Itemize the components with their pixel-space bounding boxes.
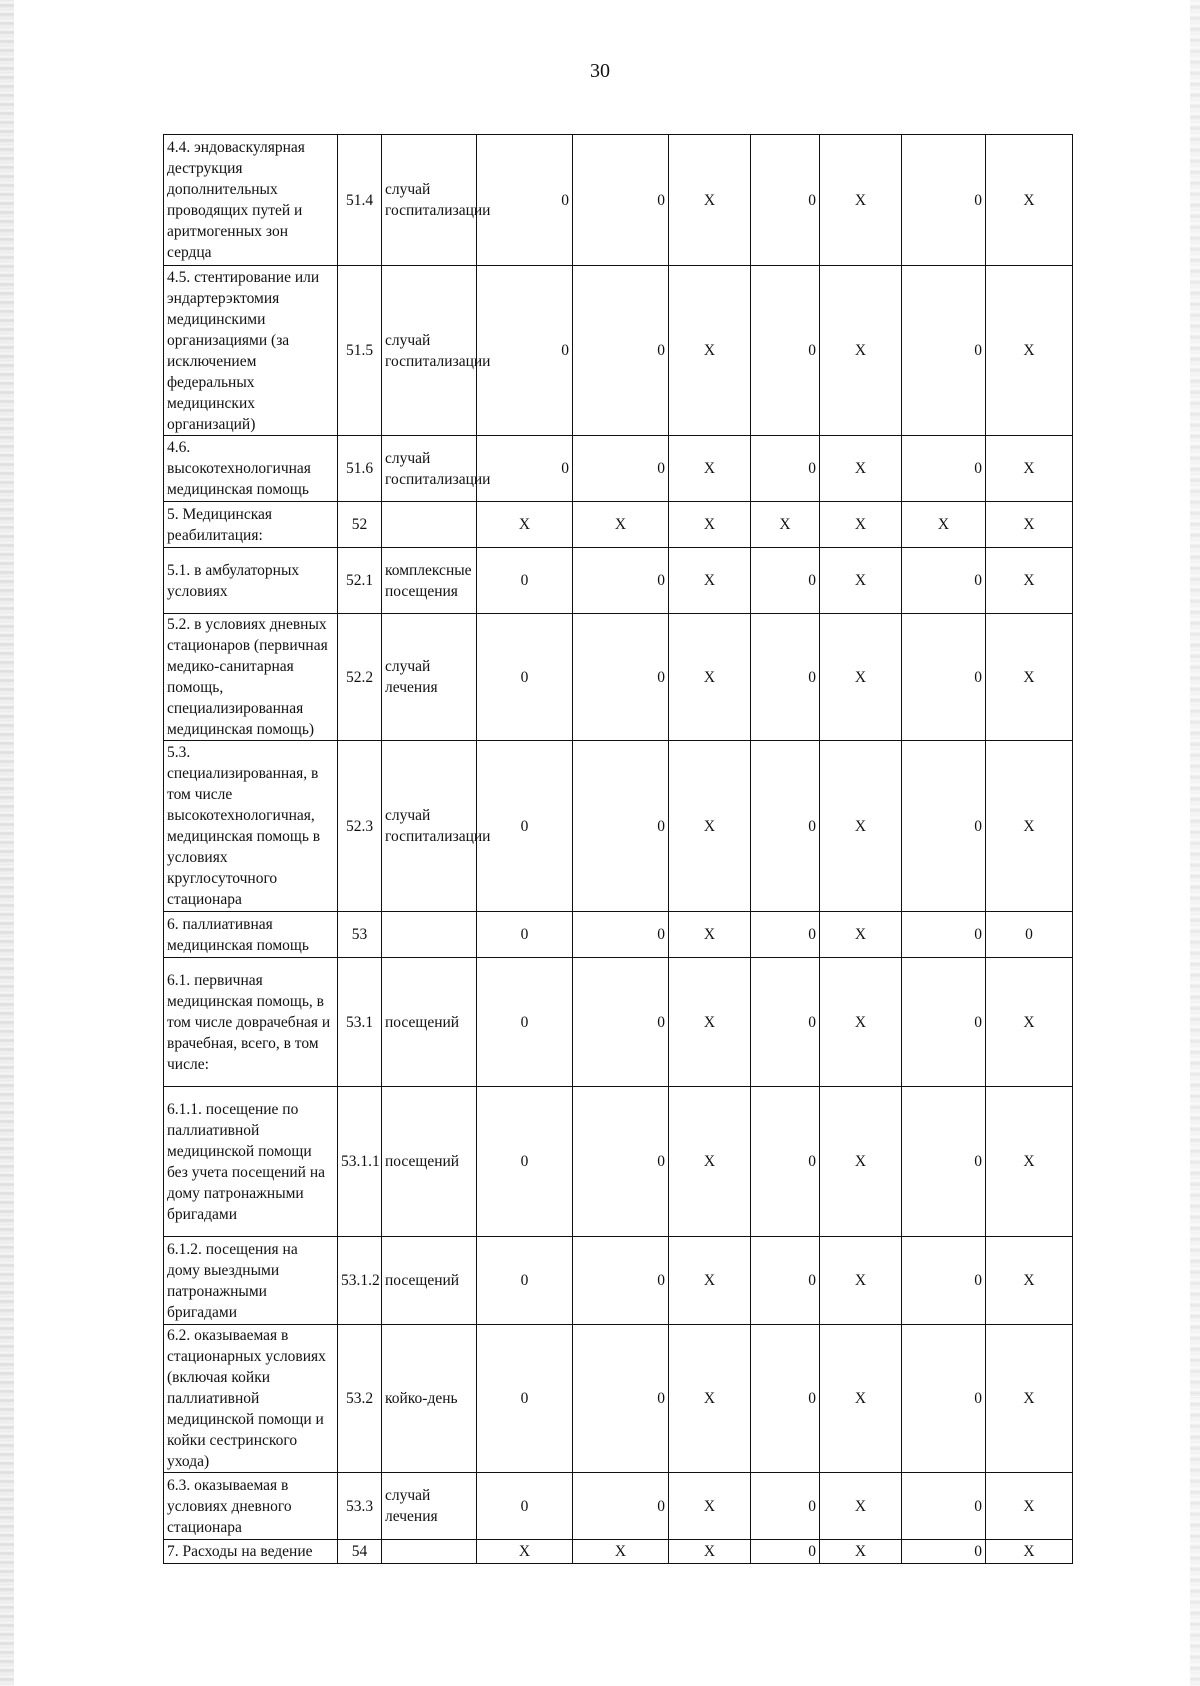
row-code: 53.2 [338,1325,382,1473]
cell-value: 0 [986,912,1073,958]
cell-value: 0 [902,912,986,958]
cell-value: 0 [902,1325,986,1473]
row-unit [382,1540,477,1564]
data-table [163,134,1073,1564]
cell-value: X [820,548,902,614]
row-name: 6.1. первичная медицинская помощь, в том числе доврачебная и врачебная, всего, в том числе: [164,958,338,1087]
cell-value: X [669,958,751,1087]
cell-value: 0 [751,1473,820,1540]
cell-value: 0 [751,912,820,958]
cell-value: X [669,502,751,548]
row-unit [382,502,477,548]
cell-value: X [820,614,902,741]
cell-value: 0 [751,1087,820,1237]
cell-value: X [986,1473,1073,1540]
table-row [164,266,1073,436]
cell-value: 0 [573,266,669,436]
cell-value: X [669,1237,751,1325]
cell-value: 0 [902,1473,986,1540]
cell-value: X [820,741,902,912]
cell-value: 0 [477,1087,573,1237]
cell-value: 0 [573,614,669,741]
row-name: 5.2. в условиях дневных стационаров (первичная медико-санитарная помощь, специализированная медицинская помощь) [164,614,338,741]
cell-value: 0 [477,614,573,741]
cell-value: X [986,1325,1073,1473]
cell-value: X [751,502,820,548]
row-unit: комплексные посещения [382,548,477,614]
cell-value: X [986,1237,1073,1325]
cell-value: X [986,1087,1073,1237]
table-row [164,1325,1073,1473]
table-row [164,502,1073,548]
cell-value: X [986,614,1073,741]
cell-value: 0 [477,436,573,502]
table-row [164,1087,1073,1237]
cell-value: 0 [477,266,573,436]
cell-value: X [820,135,902,266]
cell-value: 0 [573,912,669,958]
row-code: 53.1.2 [338,1237,382,1325]
cell-value: 0 [751,958,820,1087]
row-unit: койко-день [382,1325,477,1473]
row-name: 4.6. высокотехнологичная медицинская помощь [164,436,338,502]
cell-value: 0 [477,1325,573,1473]
cell-value: X [820,912,902,958]
table-row [164,614,1073,741]
cell-value: 0 [573,135,669,266]
row-code: 53.3 [338,1473,382,1540]
table-row [164,548,1073,614]
cell-value: X [986,135,1073,266]
cell-value: X [820,436,902,502]
cell-value: 0 [477,1473,573,1540]
cell-value: X [820,266,902,436]
cell-value: X [820,502,902,548]
row-unit: случай лечения [382,614,477,741]
cell-value: 0 [751,548,820,614]
cell-value: X [669,741,751,912]
row-code: 54 [338,1540,382,1564]
row-name: 6.3. оказываемая в условиях дневного стационара [164,1473,338,1540]
row-code: 52.2 [338,614,382,741]
row-name: 6.1.1. посещение по паллиативной медицинской помощи без учета посещений на дому патронажными бригадами [164,1087,338,1237]
row-unit: случай лечения [382,1473,477,1540]
cell-value: 0 [751,741,820,912]
cell-value: 0 [573,436,669,502]
cell-value: 0 [477,548,573,614]
cell-value: X [669,1087,751,1237]
row-name: 6.2. оказываемая в стационарных условиях (включая койки паллиативной медицинской помощи и койки сестринского ухода) [164,1325,338,1473]
cell-value: X [986,1540,1073,1564]
row-name: 4.4. эндоваскулярная деструкция дополнительных проводящих путей и аритмогенных зон сердца [164,135,338,266]
row-code: 53 [338,912,382,958]
cell-value: 0 [573,1325,669,1473]
cell-value: X [669,614,751,741]
cell-value: 0 [477,912,573,958]
cell-value: 0 [573,1473,669,1540]
cell-value: 0 [573,958,669,1087]
row-code: 51.5 [338,266,382,436]
cell-value: X [669,912,751,958]
cell-value: 0 [751,1540,820,1564]
cell-value: 0 [477,741,573,912]
page-number: 30 [590,60,610,82]
row-unit: случай госпитализации [382,135,477,266]
cell-value: X [669,436,751,502]
cell-value: 0 [477,135,573,266]
row-unit [382,912,477,958]
cell-value: 0 [573,741,669,912]
row-name: 6.1.2. посещения на дому выездными патронажными бригадами [164,1237,338,1325]
cell-value: X [669,548,751,614]
cell-value: X [820,1540,902,1564]
cell-value: 0 [573,1087,669,1237]
cell-value: 0 [751,1237,820,1325]
cell-value: 0 [902,1087,986,1237]
cell-value: X [669,1325,751,1473]
table-row [164,958,1073,1087]
table-row [164,436,1073,502]
row-unit: посещений [382,1237,477,1325]
cell-value: 0 [751,614,820,741]
table-row [164,1540,1073,1564]
row-code: 53.1.1 [338,1087,382,1237]
row-code: 52 [338,502,382,548]
cell-value: 0 [751,135,820,266]
table-row [164,1473,1073,1540]
cell-value: X [573,502,669,548]
cell-value: X [986,266,1073,436]
cell-value: 0 [477,1237,573,1325]
row-code: 52.1 [338,548,382,614]
row-unit: посещений [382,1087,477,1237]
cell-value: X [986,502,1073,548]
cell-value: 0 [902,436,986,502]
table-row [164,912,1073,958]
row-code: 53.1 [338,958,382,1087]
cell-value: X [669,1540,751,1564]
cell-value: 0 [902,135,986,266]
cell-value: X [986,548,1073,614]
cell-value: X [669,1473,751,1540]
cell-value: X [986,741,1073,912]
cell-value: 0 [902,1237,986,1325]
table-row [164,1237,1073,1325]
cell-value: 0 [902,614,986,741]
row-name: 5.3. специализированная, в том числе высокотехнологичная, медицинская помощь в условиях круглосуточного стационара [164,741,338,912]
cell-value: 0 [902,1540,986,1564]
cell-value: X [669,135,751,266]
cell-value: X [820,1237,902,1325]
row-name: 5. Медицинская реабилитация: [164,502,338,548]
row-unit: посещений [382,958,477,1087]
row-code: 52.3 [338,741,382,912]
row-code: 51.6 [338,436,382,502]
cell-value: X [820,1087,902,1237]
row-name: 4.5. стентирование или эндартерэктомия медицинскими организациями (за исключением федеральных медицинских организаций) [164,266,338,436]
cell-value: 0 [902,266,986,436]
cell-value: 0 [751,266,820,436]
cell-value: X [477,1540,573,1564]
cell-value: X [820,1325,902,1473]
cell-value: 0 [902,548,986,614]
cell-value: 0 [751,436,820,502]
cell-value: X [820,958,902,1087]
row-name: 5.1. в амбулаторных условиях [164,548,338,614]
cell-value: X [986,436,1073,502]
row-unit: случай госпитализации [382,741,477,912]
scan-edge-right [1190,0,1200,1686]
cell-value: X [477,502,573,548]
row-code: 51.4 [338,135,382,266]
row-unit: случай госпитализации [382,436,477,502]
cell-value: X [986,958,1073,1087]
cell-value: 0 [573,548,669,614]
cell-value: 0 [902,741,986,912]
cell-value: X [902,502,986,548]
scan-edge-left [0,0,14,1686]
cell-value: X [669,266,751,436]
cell-value: 0 [477,958,573,1087]
row-unit: случай госпитализации [382,266,477,436]
row-name: 6. паллиативная медицинская помощь [164,912,338,958]
cell-value: 0 [751,1325,820,1473]
row-name: 7. Расходы на ведение [164,1540,338,1564]
table-row [164,741,1073,912]
cell-value: X [820,1473,902,1540]
cell-value: 0 [902,958,986,1087]
cell-value: X [573,1540,669,1564]
cell-value: 0 [573,1237,669,1325]
table-row [164,135,1073,266]
